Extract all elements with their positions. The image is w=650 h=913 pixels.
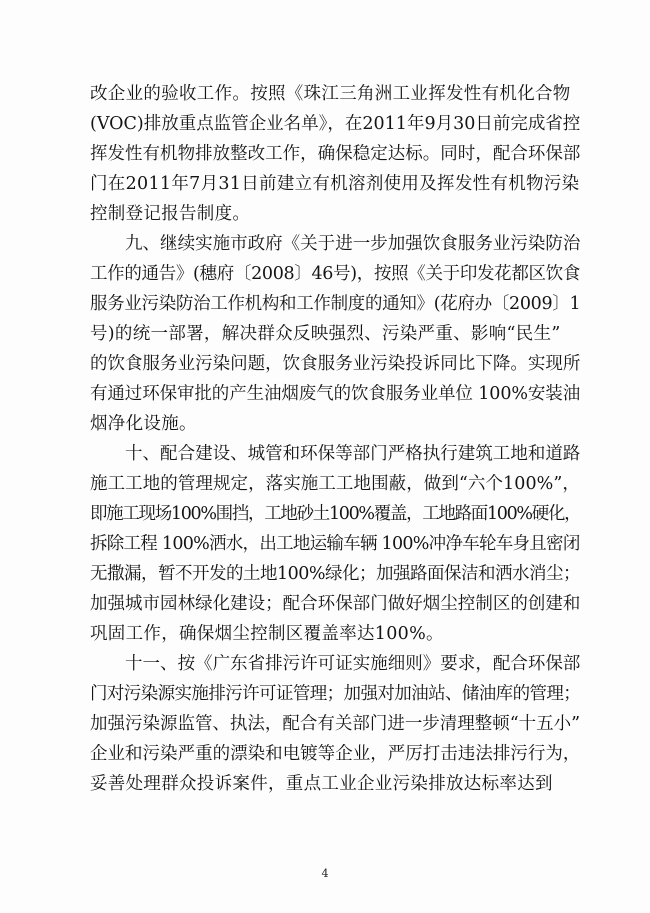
text-line: 的饮食服务业污染问题，饮食服务业污染投诉同比下降。实现所	[90, 354, 581, 374]
text-line: 服务业污染防治工作机构和工作制度的通知》(花府办〔2009〕1	[90, 294, 581, 314]
text-line: 十一、按《广东省排污许可证实施细则》要求，配合环保部	[90, 654, 581, 674]
text-line: 改企业的验收工作。按照《珠江三角洲工业挥发性有机化合物	[90, 84, 571, 104]
page-number: 4	[321, 867, 329, 880]
document-body	[90, 79, 580, 799]
text-line: 九、继续实施市政府《关于进一步加强饮食服务业污染防治	[90, 234, 581, 254]
text-line: 有通过环保审批的产生油烟废气的饮食服务业单位 100%安装油	[90, 384, 581, 404]
text-line: 烟净化设施。	[90, 414, 197, 434]
text-line: 加强城市园林绿化建设；配合环保部门做好烟尘控制区的创建和	[90, 594, 581, 614]
text-line: 控制登记报告制度。	[90, 204, 251, 224]
text-line: 号)的统一部署，解决群众反映强烈、污染严重、影响“民生”	[90, 324, 561, 344]
text-line: 企业和污染严重的漂染和电镀等企业，严厉打击违法排污行为，	[90, 744, 581, 764]
text-line: 门在2011年7月31日前建立有机溶剂使用及挥发性有机物污染	[90, 174, 580, 194]
text-line: 拆除工程 100%洒水，出工地运输车辆 100%冲净车轮车身且密闭	[90, 534, 580, 554]
text-line: 即施工现场100%围挡，工地砂土100%覆盖，工地路面100%硬化，	[90, 504, 581, 524]
text-line: 挥发性有机物排放整改工作，确保稳定达标。同时，配合环保部	[90, 144, 581, 164]
text-line: 妥善处理群众投诉案件，重点工业企业污染排放达标率达到	[90, 774, 553, 794]
text-line: 巩固工作，确保烟尘控制区覆盖率达100%。	[90, 624, 444, 644]
text-line: 工作的通告》(穗府〔2008〕46号)，按照《关于印发花都区饮食	[90, 264, 581, 284]
text-line: 门对污染源实施排污许可证管理；加强对加油站、储油库的管理；	[90, 684, 581, 704]
text-line: 加强污染源监管、执法，配合有关部门进一步清理整顿“十五小”	[90, 714, 581, 734]
text-line: 施工工地的管理规定，落实施工工地围蔽，做到“六个100%”，	[90, 474, 580, 494]
text-line: (VOC)排放重点监管企业名单》，在2011年9月30日前完成省控	[90, 114, 581, 134]
text-line: 十、配合建设、城管和环保等部门严格执行建筑工地和道路	[90, 444, 581, 464]
text-line: 无撒漏，暂不开发的土地100%绿化；加强路面保洁和洒水消尘；	[90, 564, 581, 584]
